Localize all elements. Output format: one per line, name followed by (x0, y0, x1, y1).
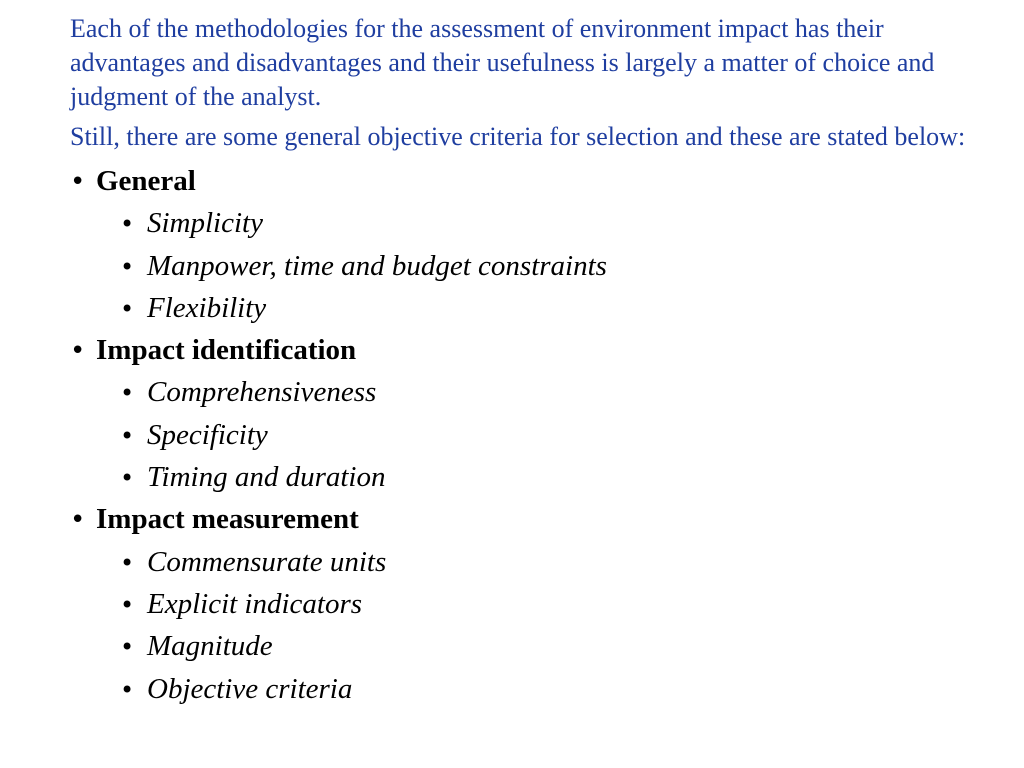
criteria-item-label: Explicit indicators (147, 587, 363, 620)
criteria-group (70, 160, 1004, 329)
criteria-item (120, 287, 1004, 329)
bullet-icon: • (70, 336, 86, 367)
bullet-icon: • (120, 675, 135, 704)
bullet-icon: • (120, 421, 135, 450)
bullet-icon: • (70, 505, 86, 536)
criteria-item (120, 583, 1004, 625)
bullet-icon: • (120, 379, 135, 408)
criteria-item-label: Flexibility (147, 291, 267, 324)
criteria-item-label: Timing and duration (147, 461, 386, 494)
bullet-icon: • (120, 252, 135, 281)
criteria-list (70, 160, 1004, 710)
intro-paragraph: Still, there are some general objective criteria for selection and these are stated below: (70, 122, 966, 151)
criteria-item (120, 371, 1004, 413)
criteria-item (120, 414, 1004, 456)
criteria-heading: Impact identification (96, 334, 357, 367)
bullet-icon: • (120, 590, 135, 619)
criteria-item (120, 245, 1004, 287)
criteria-item (120, 456, 1004, 498)
bullet-icon: • (120, 633, 135, 662)
criteria-heading-row (70, 329, 1004, 371)
criteria-item-label: Objective criteria (147, 672, 353, 705)
bullet-icon: • (70, 167, 86, 197)
criteria-item-label: Commensurate units (147, 545, 387, 578)
bullet-icon: • (120, 464, 135, 493)
criteria-group (70, 498, 1004, 709)
criteria-item (120, 668, 1004, 710)
criteria-heading: General (96, 165, 196, 197)
criteria-heading-row (70, 160, 1004, 202)
criteria-item-label: Manpower, time and budget constraints (147, 249, 607, 282)
bullet-icon: • (120, 294, 135, 323)
criteria-item-label: Comprehensiveness (147, 376, 377, 409)
criteria-heading: Impact measurement (96, 503, 359, 536)
criteria-sublist (70, 202, 1004, 329)
criteria-sublist (70, 541, 1004, 710)
criteria-item-label: Specificity (147, 418, 268, 451)
criteria-item-label: Simplicity (147, 207, 263, 240)
criteria-heading-row (70, 498, 1004, 540)
criteria-item-label: Magnitude (147, 630, 273, 663)
bullet-icon: • (120, 210, 135, 239)
criteria-group (70, 329, 1004, 498)
criteria-sublist (70, 371, 1004, 498)
criteria-item (120, 202, 1004, 244)
bullet-icon: • (120, 548, 135, 577)
criteria-item (120, 625, 1004, 667)
intro-paragraph: Each of the methodologies for the assessment of environment impact has their advantages and disadvantages and their usefulness is largely a matter of choice and judgment of the analyst. (70, 14, 935, 111)
criteria-item (120, 541, 1004, 583)
